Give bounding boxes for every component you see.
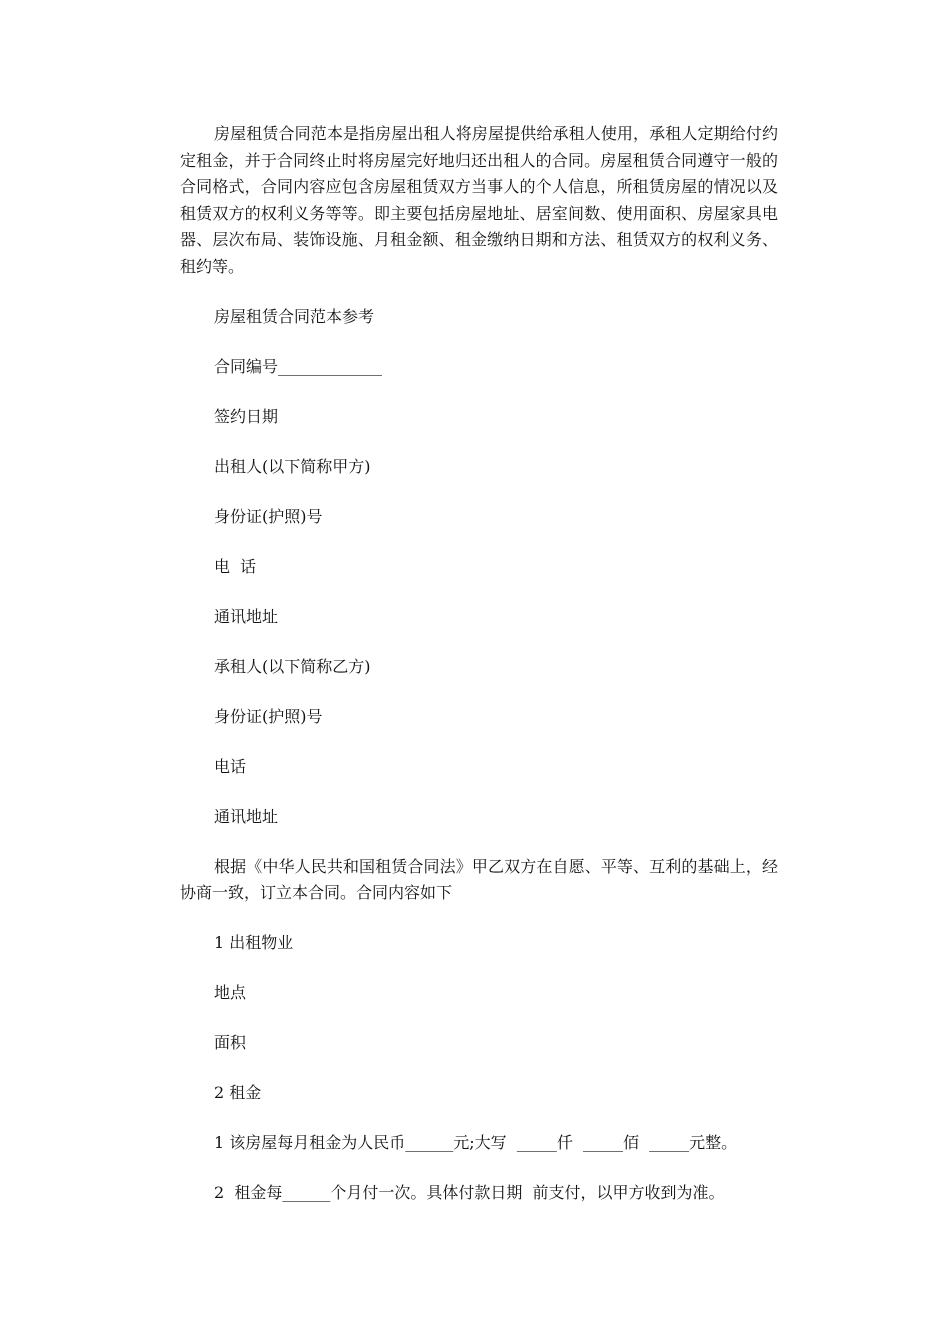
area-label: 面积 (214, 1033, 247, 1052)
contract-number: 合同编号_____________ (214, 356, 383, 376)
lessee-phone: 电话 (214, 756, 247, 776)
lessee-address: 通讯地址 (214, 806, 279, 826)
lessee-id: 身份证(护照)号 (214, 706, 323, 726)
location-label: 地点 (214, 983, 247, 1002)
lessor-phone: 电 话 (214, 556, 257, 576)
lessor-label: 出租人(以下简称甲方) (214, 456, 371, 476)
rent-clause-1: 1 该房屋每月租金为人民币______元;大写 _____仟 _____佰 _____元整。 (214, 1133, 738, 1152)
lessor-address: 通讯地址 (214, 606, 279, 626)
document-body (180, 121, 778, 1207)
lessor-id: 身份证(护照)号 (214, 506, 323, 526)
basis-paragraph: 根据《中华人民共和国租赁合同法》甲乙双方在自愿、平等、互利的基础上，经协商一致，订立本合同。合同内容如下 (180, 856, 778, 902)
section-1-title: 1 出租物业 (214, 933, 294, 952)
section-2-title: 2 租金 (214, 1083, 262, 1102)
rent-clause-2: 2 租金每______个月付一次。具体付款日期 前支付，以甲方收到为准。 (214, 1183, 725, 1202)
contract-heading: 房屋租赁合同范本参考 (214, 306, 375, 326)
intro-paragraph: 房屋租赁合同范本是指房屋出租人将房屋提供给承租人使用，承租人定期给付约定租金，并于合同终止时将房屋完好地归还出租人的合同。房屋租赁合同遵守一般的合同格式，合同内容应包含房屋租赁双方当事人的个人信息，所租赁房屋的情况以及租赁双方的权利义务等等。即主要包括房屋地址、居室间数、使用面积、房屋家具电器、层次布局、装饰设施、月租金额、租金缴纳日期和方法、租赁双方的权利义务、租约等。 (180, 124, 778, 276)
lessee-label: 承租人(以下简称乙方) (214, 656, 371, 676)
sign-date: 签约日期 (214, 406, 279, 426)
